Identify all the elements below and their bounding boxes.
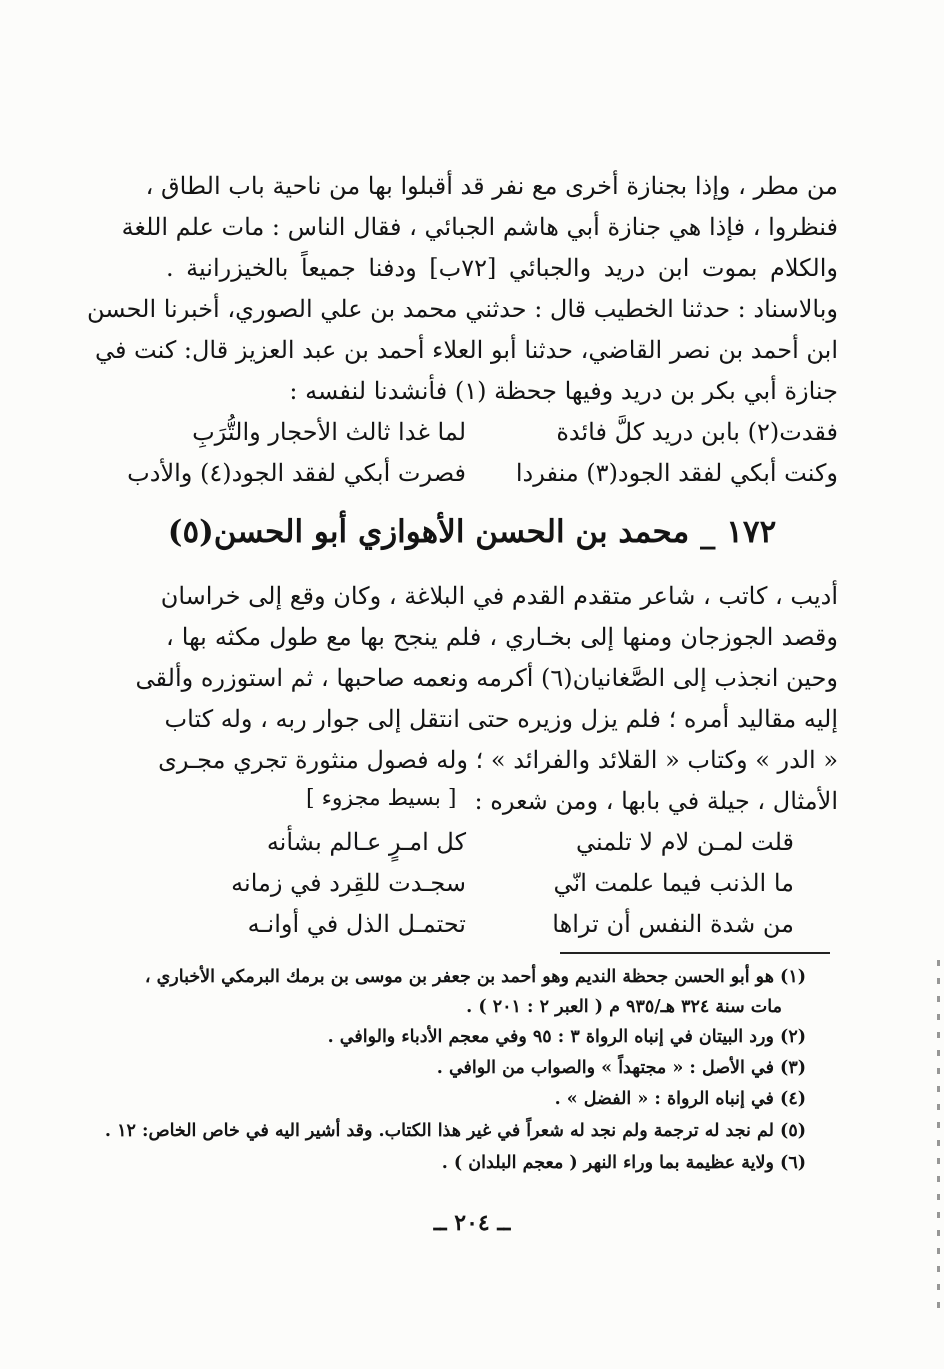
verse-first-hemistich: قلت لمـن لام لا تلمني <box>576 828 794 856</box>
footnote: مات سنة ٣٢٤ هـ/٩٣٥ م ( العبر ٢ : ٢٠١ ) . <box>466 997 782 1017</box>
verse-first-hemistich: من شدة النفس أن تراها <box>552 910 794 938</box>
verse-second-hemistich: سجـدت للقِرد في زمانه <box>231 869 466 897</box>
verse-second-hemistich: تحتمـل الذل في أوانـه <box>247 910 466 938</box>
footnote: (٢) ورد البيتان في إنباه الرواة ٣ : ٩٥ وفي معجم الأدباء والوافي . <box>327 1027 806 1047</box>
verse-first-hemistich: فقدت(٢) بابن دريد كلَّ فائدة <box>556 418 838 446</box>
body-line: ابن أحمد بن نصر القاضي، حدثنا أبو العلاء أحمد بن عبد العزيز قال: كنت في <box>94 336 838 364</box>
verse-second-hemistich: فصرت أبكي لفقد الجود(٤) والأدب <box>127 459 466 487</box>
body-line: وبالاسناد : حدثنا الخطيب قال : حدثني محمد بن علي الصوري، أخبرنا الحسن <box>86 295 838 323</box>
section-line: إليه مقاليد أمره ؛ فلم يزل وزيره حتى انتقل إلى جوار ربه ، وله كتاب <box>164 705 838 733</box>
verse-second-hemistich: لما غدا ثالث الأحجار والتُّرَبِ <box>192 418 466 446</box>
body-line: فنظروا ، فإذا هي جنازة أبي هاشم الجبائي ، فقال الناس : مات علم اللغة <box>121 213 838 241</box>
footnote: (٣) في الأصل : « مجتهداً » والصواب من الوافي . <box>436 1058 806 1078</box>
section-line: « الدر » وكتاب « القلائد والفرائد » ؛ وله فصول منثورة تجري مجـرى <box>158 746 838 774</box>
page-edge-shadow <box>937 960 940 1310</box>
section-line: وقصد الجوزجان ومنها إلى بخـاري ، فلم ينجح بها مع طول مكثه بها ، <box>166 623 838 651</box>
body-line: جنازة أبي بكر بن دريد وفيها جحظة (١) فأنشدنا لنفسه : <box>289 377 838 405</box>
verse-second-hemistich: كل امـرٍ عـالم بشأنه <box>266 828 466 856</box>
footnote: (١) هو أبو الحسن جحظة النديم وهو أحمد بن جعفر بن موسى بن برمك البرمكي الأخباري ، <box>144 967 806 987</box>
footnote: (٥) لم نجد له ترجمة ولم نجد له شعراً في غير هذا الكتاب. وقد أشير اليه في خاص الخاص: ١٢ . <box>104 1121 806 1141</box>
page-number: ــ ٢٠٤ ــ <box>433 1210 511 1236</box>
body-line: من مطر ، وإذا بجنازة أخرى مع نفر قد أقبلوا بها من ناحية باب الطاق ، <box>145 172 838 200</box>
section-line: أديب ، كاتب ، شاعر متقدم القدم في البلاغة ، وكان وقع إلى خراسان <box>160 582 838 610</box>
entry-heading: ١٧٢ _ محمد بن الحسن الأهوازي أبو الحسن(٥) <box>167 514 777 550</box>
footnote: (٦) ولاية عظيمة بما وراء النهر ( معجم البلدان ) . <box>441 1153 806 1173</box>
verse-first-hemistich: ما الذنب فيما علمت انّي <box>553 869 794 897</box>
section-line: وحين انجذب إلى الصَّغانيان(٦) أكرمه ونعمه صاحبها ، ثم استوزره وألقى <box>135 664 838 692</box>
verse-first-hemistich: وكنت أبكي لفقد الجود(٣) منفردا <box>515 459 838 487</box>
body-line: والكلام بموت ابن دريد والجبائي [٧٢ب] ودفنا جميعاً بالخيزرانية . <box>166 254 839 282</box>
footnote-divider <box>560 952 830 954</box>
meter-label: [ بسيط مجزوء ] <box>306 786 457 811</box>
footnote: (٤) في إنباه الرواة : « الفضل » . <box>554 1089 806 1109</box>
section-line: الأمثال ، جيلة في بابها ، ومن شعره : <box>474 787 838 815</box>
